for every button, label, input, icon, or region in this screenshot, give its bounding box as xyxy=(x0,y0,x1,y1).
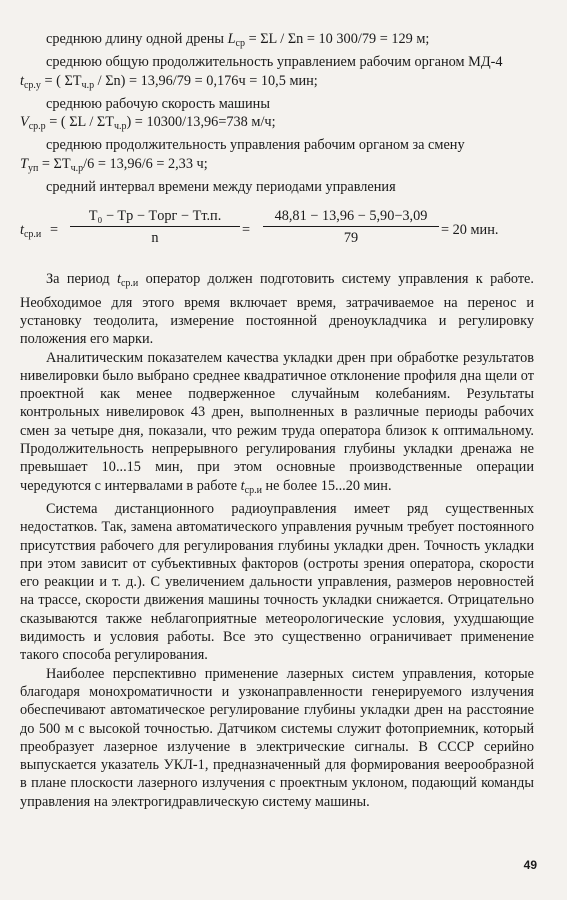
paragraph-text: За период xyxy=(46,271,117,288)
paragraph-1 xyxy=(20,270,534,348)
math-var: t xyxy=(240,477,245,494)
paragraph-text: Аналитическим показателем качества укладки дрен при обработке результатов нивелировки было выбрано среднее квадратичное отклонение профиля дна щели от проектной как менее подверженное случайным колебаниям. Результаты контрольных нивелировок 43 дрен, выполненных в различные периоды рабочих смен за четыре дня, показали, что режим труда оператора близок к оптимальному. Продолжительность непрерывного регулирования глубины укладки дренажа не превышает 10...15 мин, при этом основные производственные операции чередуются с интервалами в работе xyxy=(20,349,534,494)
math-var: T xyxy=(20,155,28,172)
text-column xyxy=(20,30,534,811)
formula-line-total-duration: среднюю общую продолжительность управлением рабочим органом МД-4 xyxy=(46,54,503,71)
math-sub: ср.и xyxy=(23,229,42,241)
formula-t-sr-i xyxy=(20,206,534,258)
formula-v-sr-r xyxy=(20,113,534,136)
formula-t-up xyxy=(20,155,534,178)
math-var: t xyxy=(116,271,121,288)
equals-sign: = xyxy=(242,222,251,239)
formula-text: = ( ΣT xyxy=(40,72,82,89)
fraction-numeric xyxy=(263,206,439,249)
formula-text: = ( ΣL / ΣT xyxy=(45,114,114,131)
formula-line-interval: средний интервал времени между периодами управления xyxy=(46,179,396,196)
math-var: t xyxy=(20,222,24,239)
math-sub: ч.р xyxy=(70,162,84,174)
math-sub: ср.и xyxy=(244,484,262,496)
paragraph-3: Система дистанционного радиоуправления имеет ряд существенных недостатков. Так, замена автоматического управления ручным требует постоянного присутствия рабочего для регулирования глубины укладки дрен. Точность укладки при этом зависит от субъективных факторов (остроты зрения оператора, скорости его реакции и т. д.). С увеличением дальности управления, размеров неровностей на трассе, скорости движения машины точность укладки снижается. Отрицательно сказываются также неблагоприятные метеорологические условия, ухудшающие видимость и условия работы. Все это существенно ограничивает применение такого способа регулирования. xyxy=(20,500,534,664)
fraction-denominator: 79 xyxy=(343,230,359,247)
formula-line-avg-length xyxy=(20,30,534,53)
formula-text: среднюю длину одной дрены xyxy=(46,31,228,47)
formula-t-sr-u xyxy=(20,72,534,95)
page-number: 49 xyxy=(523,858,537,872)
math-sub: ср.и xyxy=(120,278,139,290)
formula-lhs xyxy=(20,221,41,244)
formula-text: ) = 10300/13,96=738 м/ч; xyxy=(126,114,276,131)
paragraph-text: оператор должен подготовить систему управления к работе. Необходимое для этого время включает время, затрачиваемое на перенос и установку теодолита, измерение постоянной дреноукладчика и регулировку положения его марки. xyxy=(20,271,534,348)
math-sub: ср xyxy=(235,38,245,49)
fraction-denominator: n xyxy=(151,230,159,247)
formula-text: /6 = 13,96/6 = 2,33 ч; xyxy=(83,155,208,172)
math-sub: уп xyxy=(27,162,39,174)
formula-text: / Σn) = 13,96/79 = 0,176ч = 10,5 мин; xyxy=(94,72,318,89)
math-var: V xyxy=(20,114,29,131)
formula-line-shift: среднюю продолжительность управления рабочим органом за смену xyxy=(46,137,465,154)
fraction-numerator: 48,81 − 13,96 − 5,90−3,09 xyxy=(263,206,439,227)
math-sub: ч.р xyxy=(81,79,95,91)
equals-sign: = xyxy=(50,222,59,239)
fraction-numerator: T₀ − Tр − Tорг − Tт.п. xyxy=(70,206,240,227)
paragraph-4: Наиболее перспективно применение лазерных систем управления, которые благодаря монохроматичности и узконаправленности генерируемого излучения обеспечивают автоматическое регулирование глубины укладки дрен на расстояние до 500 м с высокой точностью. Датчиком системы служит фотоприемник, который преобразует лазерное излучение в электрические сигналы. В СССР серийно выпускается указатель УКЛ-1, предназначенный для формирования веерообразной в плане плоскости лазерного излучения с проектным уклоном, подающий команды управления на электрогидравлическую систему машины. xyxy=(20,665,534,810)
math-sub: ср.у xyxy=(23,79,41,91)
fraction-symbolic xyxy=(70,206,240,249)
math-sub: ч.р xyxy=(113,121,127,133)
math-var: t xyxy=(20,72,24,89)
formula-text: = ΣL / Σn = 10 300/79 = 129 м; xyxy=(245,31,430,47)
formula-text: = ΣT xyxy=(38,155,71,172)
paragraph-2 xyxy=(20,349,534,500)
math-sub: ср.р xyxy=(28,121,46,133)
formula-line-speed: среднюю рабочую скорость машины xyxy=(46,95,270,112)
math-var: L xyxy=(227,31,236,47)
formula-result: = 20 мин. xyxy=(441,222,499,239)
paragraph-text: не более 15...20 мин. xyxy=(261,477,392,494)
